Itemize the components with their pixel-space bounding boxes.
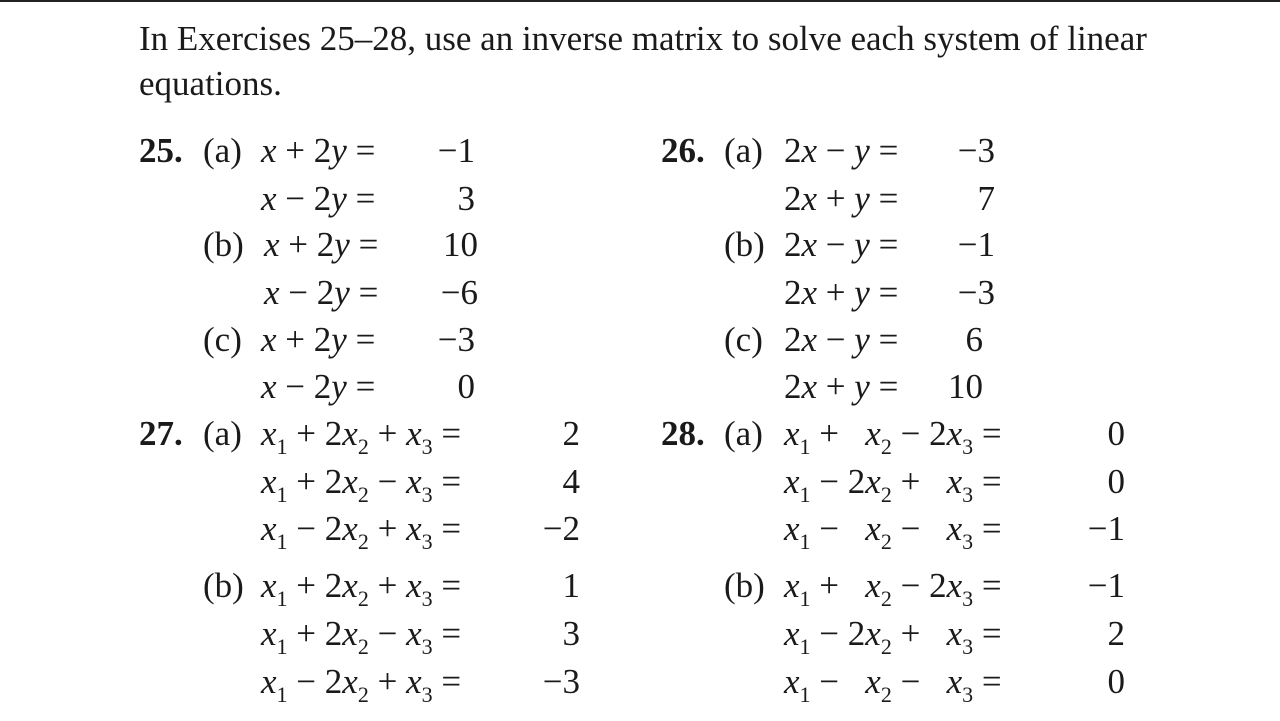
equation-rhs: 2 <box>1107 614 1125 653</box>
ex28-a-row2 <box>0 459 1280 505</box>
equation-rhs: −3 <box>542 662 580 701</box>
equation-lhs: $x_1 - x_2 - x_3$ = <box>784 509 1002 554</box>
equation-rhs: 0 <box>1107 662 1125 701</box>
equation-lhs: $x_1 + 2x_2 - x_3$ = <box>261 614 462 659</box>
equation-rhs: 7 <box>977 179 995 218</box>
equation-lhs: x + 2y = <box>261 320 376 359</box>
equation-lhs: $x_1 - 2x_2 + x_3$ = <box>261 662 462 707</box>
equation-lhs: 2x + y = <box>784 367 899 406</box>
equation-rhs: −1 <box>957 225 995 264</box>
ex28-b-row3 <box>0 659 1280 705</box>
equation-rhs: −1 <box>1087 566 1125 605</box>
ex26-a-row2 <box>0 176 1280 222</box>
ex28-a-row3 <box>0 506 1280 552</box>
equation-rhs: −6 <box>440 273 478 312</box>
instructions: In Exercises 25–28, use an inverse matrix to solve each system of linear equations. <box>139 19 1147 103</box>
equation-rhs: −3 <box>437 320 475 359</box>
equation-rhs: 4 <box>562 462 580 501</box>
equation-lhs: $x_1 + x_2 - 2x_3$ = <box>784 414 1002 459</box>
part-label: (a) <box>724 131 763 170</box>
ex26-b-row1 <box>0 222 1280 268</box>
equation-rhs: −2 <box>542 509 580 548</box>
part-label: (a) <box>724 414 763 453</box>
equation-rhs: 10 <box>443 225 478 264</box>
equation-rhs: 2 <box>562 414 580 453</box>
equation-rhs: −1 <box>1087 509 1125 548</box>
ex28-b-row1 <box>0 563 1280 609</box>
part-label: (b) <box>203 225 244 264</box>
equation-lhs: x − 2y = <box>261 367 376 406</box>
exercise-number: 28. <box>661 414 705 453</box>
part-label: (a) <box>203 414 242 453</box>
equation-lhs: x + 2y = <box>264 225 379 264</box>
part-label: (b) <box>724 225 765 264</box>
ex28-a-row1 <box>0 411 1280 457</box>
exercise-number: 25. <box>139 131 183 170</box>
equation-lhs: $x_1 - 2x_2 + x_3$ = <box>261 509 462 554</box>
equation-rhs: 0 <box>1107 414 1125 453</box>
equation-lhs: $x_1 - 2x_2 + x_3$ = <box>784 614 1002 659</box>
equation-rhs: −1 <box>437 131 475 170</box>
exercise-number: 26. <box>661 131 705 170</box>
part-label: (a) <box>203 131 242 170</box>
equation-lhs: x − 2y = <box>264 273 379 312</box>
equation-rhs: 1 <box>562 566 580 605</box>
equation-lhs: $x_1 - x_2 - x_3$ = <box>784 662 1002 707</box>
equation-lhs: $x_1 + 2x_2 + x_3$ = <box>261 566 462 611</box>
equation-lhs: x + 2y = <box>261 131 376 170</box>
equation-lhs: $x_1 + x_2 - 2x_3$ = <box>784 566 1002 611</box>
ex28-b-row2 <box>0 611 1280 657</box>
part-label: (b) <box>203 566 244 605</box>
equation-rhs: 0 <box>1107 462 1125 501</box>
equation-lhs: 2x − y = <box>784 320 899 359</box>
exercise-number: 27. <box>139 414 183 453</box>
part-label: (c) <box>724 320 763 359</box>
equation-lhs: $x_1 + 2x_2 + x_3$ = <box>261 414 462 459</box>
equation-lhs: 2x − y = <box>784 131 899 170</box>
part-label: (c) <box>203 320 242 359</box>
equation-lhs: 2x + y = <box>784 179 899 218</box>
part-label: (b) <box>724 566 765 605</box>
equation-rhs: 0 <box>457 367 475 406</box>
equation-lhs: 2x − y = <box>784 225 899 264</box>
equation-rhs: 6 <box>965 320 983 359</box>
equation-rhs: −3 <box>957 273 995 312</box>
equation-lhs: $x_1 + 2x_2 - x_3$ = <box>261 462 462 507</box>
equation-lhs: 2x + y = <box>784 273 899 312</box>
equation-lhs: x − 2y = <box>261 179 376 218</box>
ex26-c-row2 <box>0 364 1280 410</box>
equation-rhs: 3 <box>457 179 475 218</box>
ex26-c-row1 <box>0 317 1280 363</box>
equation-rhs: 10 <box>948 367 983 406</box>
top-rule <box>0 0 1280 2</box>
ex26-a-row1 <box>0 128 1280 174</box>
equation-rhs: 3 <box>562 614 580 653</box>
equation-lhs: $x_1 - 2x_2 + x_3$ = <box>784 462 1002 507</box>
ex26-b-row2 <box>0 270 1280 316</box>
equation-rhs: −3 <box>957 131 995 170</box>
